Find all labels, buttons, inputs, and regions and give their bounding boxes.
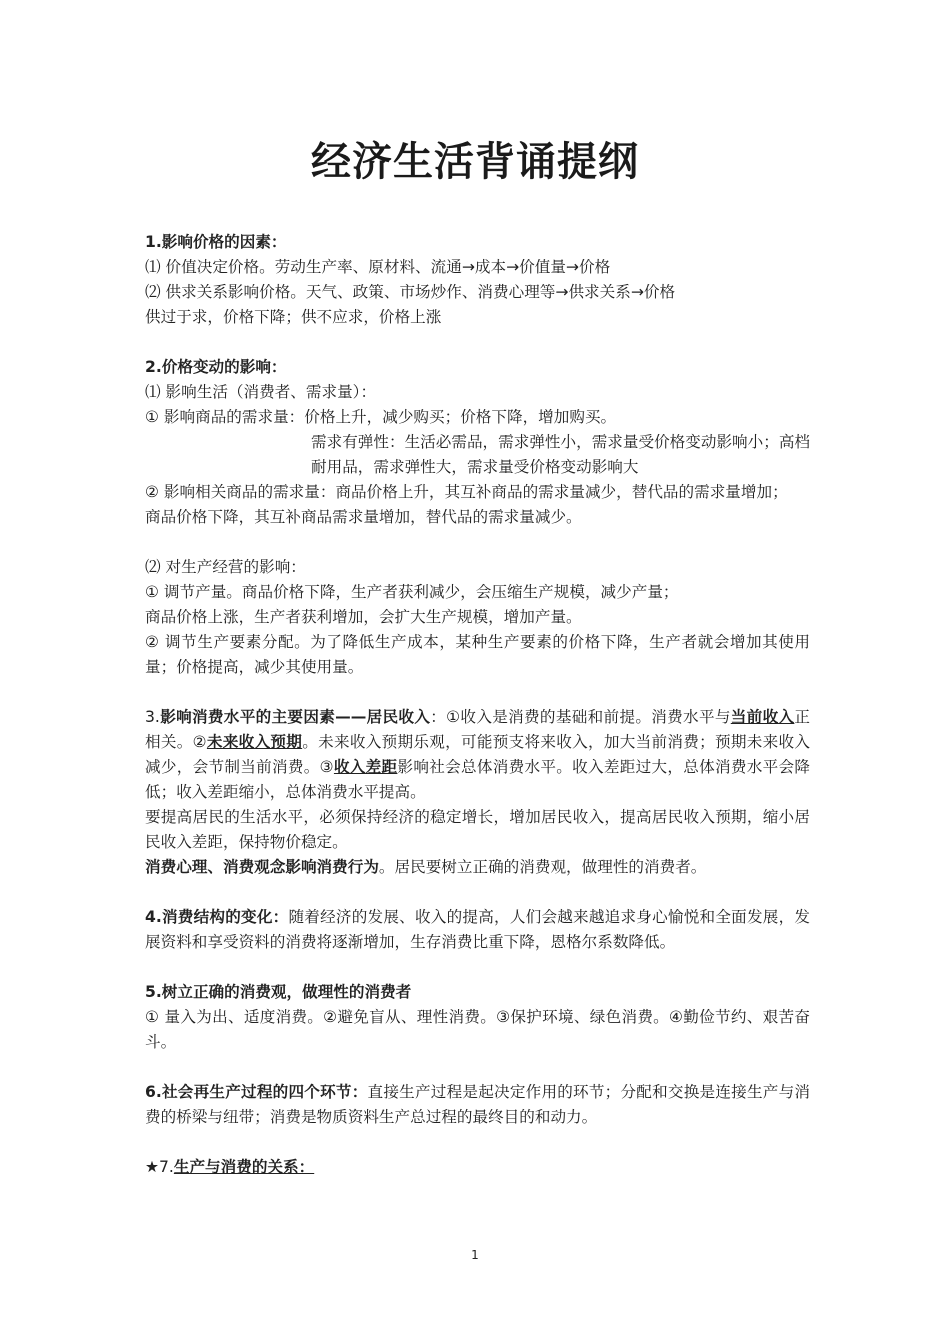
section-3-text-5: 。居民要树立正确的消费观，做理性的消费者。 <box>378 858 707 876</box>
section-4-paragraph <box>145 905 810 955</box>
page-title: 经济生活背诵提纲 <box>311 139 639 185</box>
section-3-text-1: ：①收入是消费的基础和前提。消费水平与 <box>430 708 731 726</box>
section-3-number: 3. <box>145 708 160 726</box>
section-2-line-7: ① 调节产量。商品价格下降，生产者获利减少，会压缩生产规模，减少产量； <box>145 583 679 601</box>
section-6-paragraph <box>145 1080 810 1130</box>
section-3-paragraph-3 <box>145 855 810 880</box>
section-2-line-4: ② 影响相关商品的需求量：商品价格上升，其互补商品的需求量减少，替代品的需求量增加； <box>145 483 788 501</box>
section-5-heading: 5.树立正确的消费观，做理性的消费者 <box>145 983 412 1001</box>
future-income-term: 未来收入预期 <box>206 733 303 751</box>
section-7-heading: 生产与消费的关系： <box>173 1158 315 1176</box>
section-6-text: 直接生产过程是起决定作用的环节；分配和交换是连接生产与消费的桥梁与纽带；消费是物质资料生产总过程的最终目的和动力。 <box>145 1083 810 1126</box>
section-2-heading: 2.价格变动的影响： <box>145 358 287 376</box>
section-2-line-2: ① 影响商品的需求量：价格上升，减少购买；价格下降，增加购买。 <box>145 408 617 426</box>
section-7-prefix: ★7. <box>145 1158 174 1176</box>
section-3-text-4: 影响社会总体消费水平。收入差距过大，总体消费水平会降低；收入差距缩小，总体消费水平提高。 <box>145 758 810 801</box>
section-6-heading: 6.社会再生产过程的四个环节： <box>145 1083 368 1101</box>
section-2-line-6: ⑵ 对生产经营的影响： <box>145 558 306 576</box>
section-3-text-2: 正相关。② <box>145 708 810 751</box>
section-1-line-2: ⑵ 供求关系影响价格。天气、政策、市场炒作、消费心理等→供求关系→价格 <box>145 283 676 301</box>
section-7-paragraph <box>145 1155 810 1180</box>
section-3-bold-statement: 消费心理、消费观念影响消费行为 <box>145 858 379 876</box>
document-body <box>145 230 810 1180</box>
section-4-text: 随着经济的发展、收入的提高，人们会越来越追求身心愉悦和全面发展，发展资料和享受资料的消费将逐渐增加，生存消费比重下降，恩格尔系数降低。 <box>145 908 810 951</box>
page-number: 1 <box>471 1248 479 1262</box>
section-4-heading: 4.消费结构的变化： <box>145 908 289 926</box>
current-income-term: 当前收入 <box>730 708 795 726</box>
section-3-text-3: 。未来收入预期乐观，可能预支将来收入，加大当前消费；预期未来收入减少，会节制当前消费。③ <box>145 733 810 776</box>
section-5-text: ① 量入为出、适度消费。②避免盲从、理性消费。③保护环境、绿色消费。④勤俭节约、艰苦奋斗。 <box>145 1008 810 1051</box>
section-3-paragraph-1 <box>145 705 810 805</box>
section-1-heading: 1.影响价格的因素： <box>145 233 287 251</box>
section-2-elasticity: 需求有弹性：生活必需品，需求弹性小，需求量受价格变动影响小；高档耐用品，需求弹性大，需求量受价格变动影响大 <box>311 433 811 476</box>
section-1-line-1: ⑴ 价值决定价格。劳动生产率、原材料、流通→成本→价值量→价格 <box>145 258 611 276</box>
section-2-line-8: 商品价格上涨，生产者获利增加，会扩大生产规模，增加产量。 <box>145 608 582 626</box>
section-3-paragraph-2: 要提高居民的生活水平，必须保持经济的稳定增长，增加居民收入，提高居民收入预期，缩小居民收入差距，保持物价稳定。 <box>145 808 810 851</box>
section-2-line-1: ⑴ 影响生活（消费者、需求量）： <box>145 383 377 401</box>
income-gap-term: 收入差距 <box>333 758 398 776</box>
section-3-heading: 影响消费水平的主要因素——居民收入 <box>159 708 431 726</box>
section-1-line-3: 供过于求，价格下降；供不应求，价格上涨 <box>145 308 442 326</box>
section-2-line-5: 商品价格下降，其互补商品需求量增加，替代品的需求量减少。 <box>145 508 582 526</box>
section-2-line-9: ② 调节生产要素分配。为了降低生产成本，某种生产要素的价格下降，生产者就会增加其使用量；价格提高，减少其使用量。 <box>145 633 810 676</box>
